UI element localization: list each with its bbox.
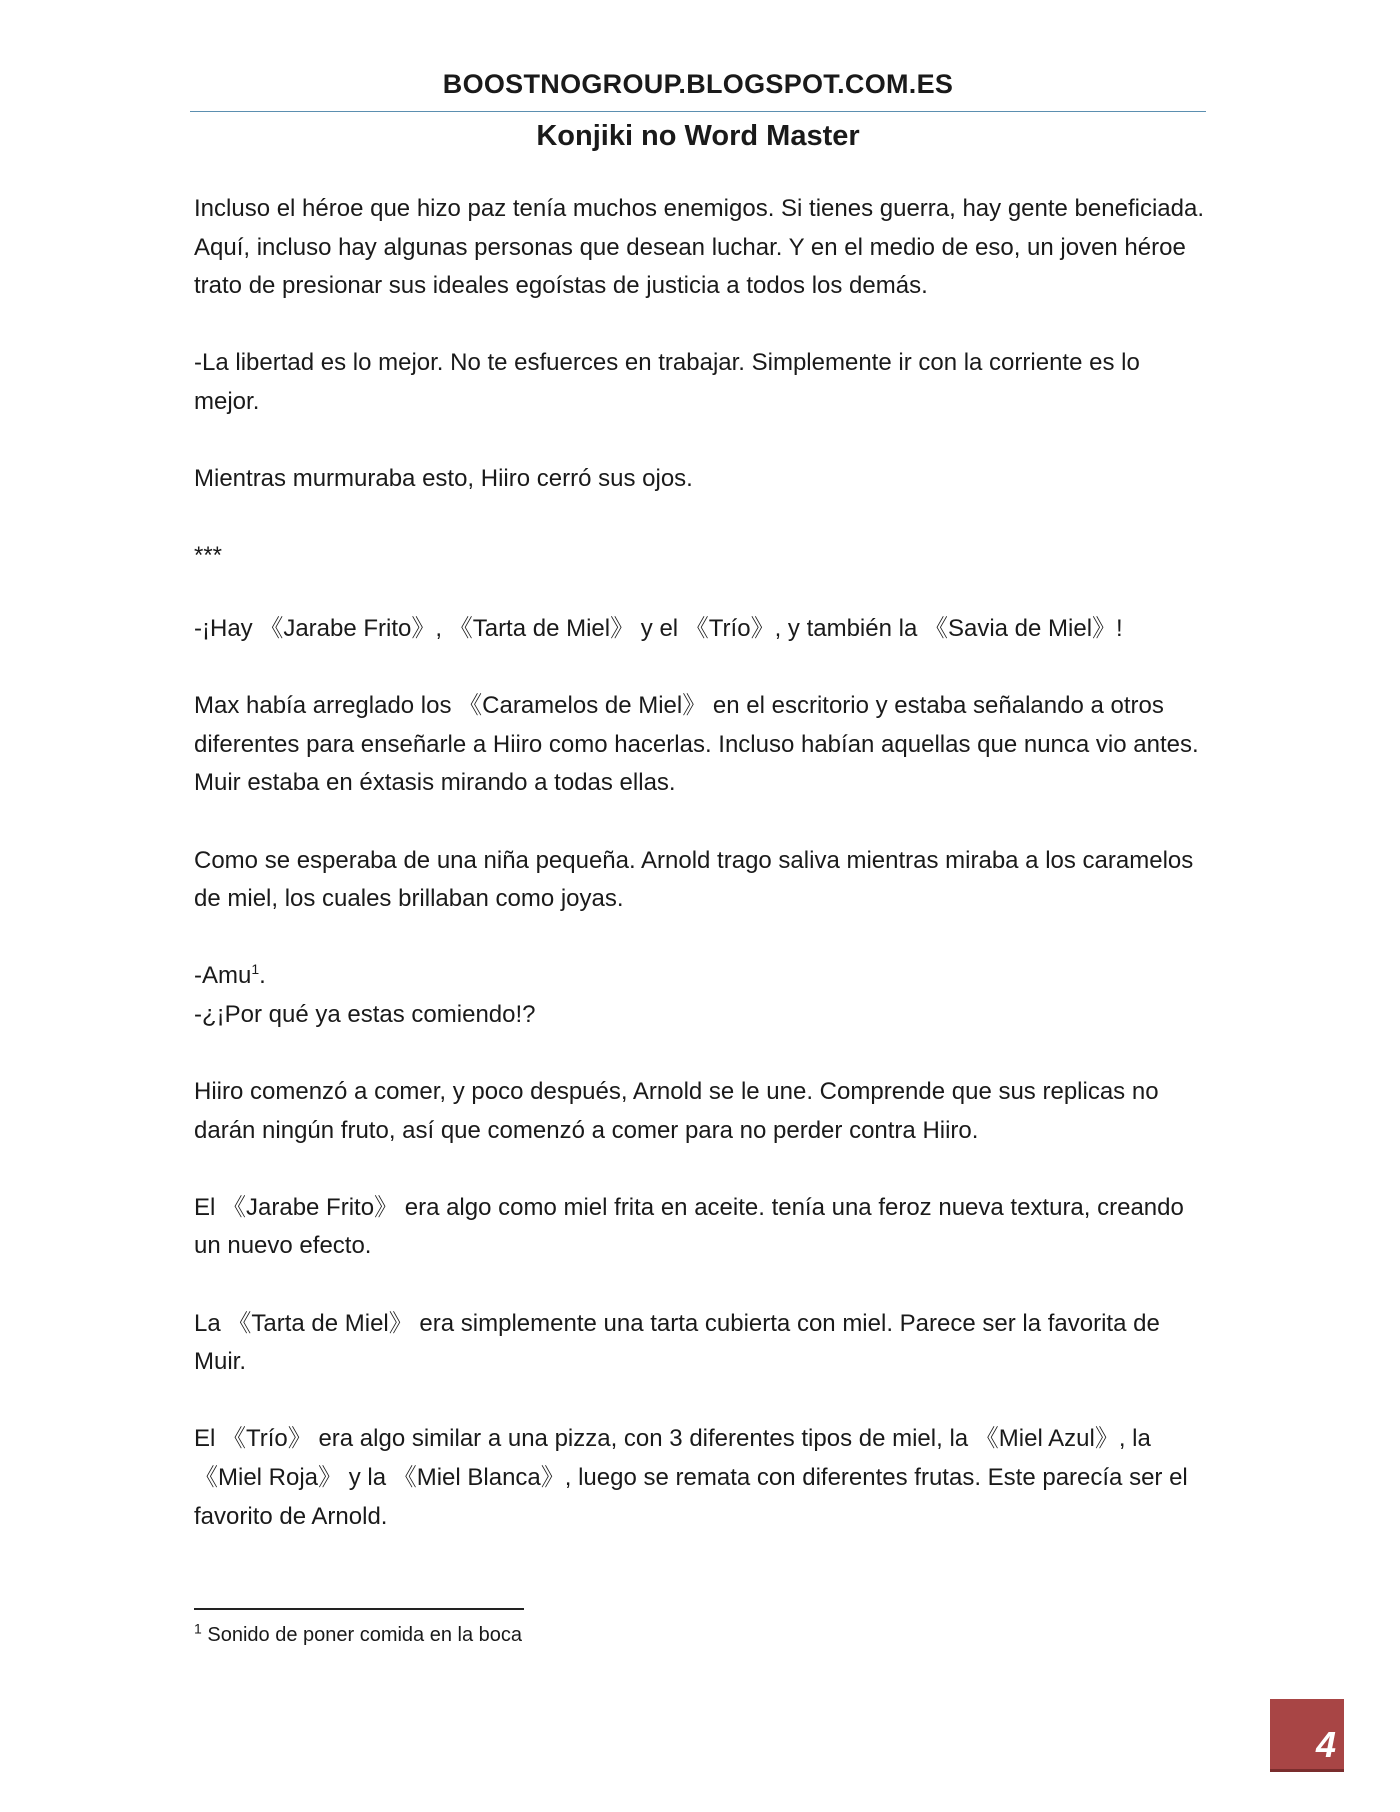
header-divider bbox=[190, 111, 1206, 112]
dialogue-amu-end: . bbox=[259, 962, 266, 990]
page-header bbox=[190, 66, 1206, 102]
document-title: Konjiki no Word Master bbox=[536, 120, 860, 152]
scene-separator: *** bbox=[194, 542, 223, 570]
footnote-text: Sonido de poner comida en la boca bbox=[207, 1624, 523, 1646]
paragraph-3: Mientras murmuraba esto, Hiiro cerró sus ojos. bbox=[194, 465, 693, 493]
footnote bbox=[194, 1622, 522, 1648]
body-text bbox=[194, 190, 1204, 1575]
footnote-reference: 1 bbox=[251, 961, 260, 978]
site-title: BOOSTNOGROUP.BLOGSPOT.COM.ES bbox=[442, 69, 954, 99]
paragraph-9: Hiiro comenzó a comer, y poco después, Arnold se le une. Comprende que sus replicas no darán ningún fruto, así que comenzó a comer para no perder contra Hiiro. bbox=[194, 1078, 1159, 1144]
paragraph-5: Max había arreglado los 《Caramelos de Miel》 en el escritorio y estaba señalando a otros diferentes para enseñarle a Hiiro como hacerlas. Incluso habían aquellas que nunca vio antes. Muir estaba en éxtasis mirando a todas ellas. bbox=[194, 692, 1199, 797]
paragraph-6: Como se esperaba de una niña pequeña. Arnold trago saliva mientras miraba a los caramelos de miel, los cuales brillaban como joyas. bbox=[194, 846, 1194, 913]
paragraph-7 bbox=[194, 957, 1204, 996]
paragraph-10: El 《Jarabe Frito》 era algo como miel frita en aceite. tenía una feroz nueva textura, creando un nuevo efecto. bbox=[194, 1193, 1184, 1260]
page-number: 4 bbox=[1315, 1724, 1336, 1765]
paragraph-11: La 《Tarta de Miel》 era simplemente una tarta cubierta con miel. Parece ser la favorita de Muir. bbox=[194, 1309, 1160, 1376]
page-number-box bbox=[1270, 1699, 1344, 1772]
footnote-marker: 1 bbox=[194, 1620, 202, 1637]
dialogue-amu: -Amu bbox=[194, 962, 252, 990]
paragraph-1: Incluso el héroe que hizo paz tenía muchos enemigos. Si tienes guerra, hay gente beneficiada. Aquí, incluso hay algunas personas que desean luchar. Y en el medio de eso, un joven héroe trato de presionar sus ideales egoístas de justicia a todos los demás. bbox=[194, 195, 1204, 300]
paragraph-2: -La libertad es lo mejor. No te esfuerces en trabajar. Simplemente ir con la corriente es lo mejor. bbox=[194, 349, 1140, 415]
paragraph-8: -¿¡Por qué ya estas comiendo!? bbox=[194, 1000, 536, 1028]
footnote-divider bbox=[194, 1608, 524, 1610]
paragraph-4: -¡Hay 《Jarabe Frito》, 《Tarta de Miel》 y el 《Trío》, y también la 《Savia de Miel》! bbox=[194, 614, 1123, 642]
paragraph-12: El 《Trío》 era algo similar a una pizza, con 3 diferentes tipos de miel, la 《Miel Azul》, la 《Miel Roja》 y la 《Miel Blanca》, luego se remata con diferentes frutas. Este parecía ser el favorito de Arnold. bbox=[194, 1425, 1188, 1530]
